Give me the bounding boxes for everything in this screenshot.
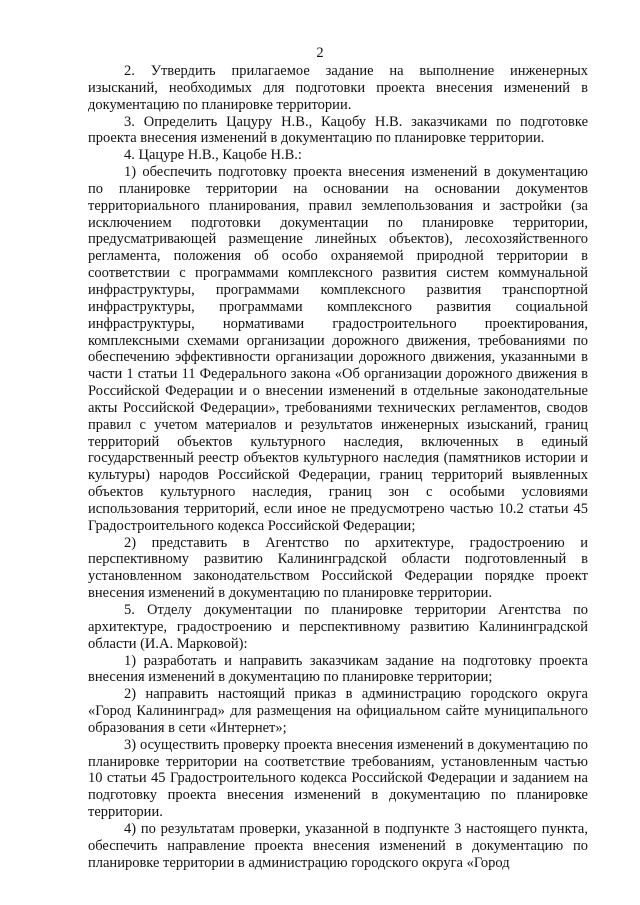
paragraph-item-4-2: 2) представить в Агентство по архитектуре, градостроению и перспективному развитию Калининградской области подготовленный в установленном законодательством Российской Федерации порядке проект внесения изменений в документацию по планировке территории. bbox=[88, 534, 588, 602]
document-body bbox=[88, 63, 588, 872]
paragraph-item-5-3: 3) осуществить проверку проекта внесения изменений в документацию по планировке территории на соответствие требованиям, установленным частью 10 статьи 45 Градостроительного кодекса Российской Федерации и заданием на подготовку проекта внесения изменений в документацию по планировке территории. bbox=[88, 736, 588, 821]
paragraph-item-4-1: 1) обеспечить подготовку проекта внесения изменений в документацию по планировке территории на основании на основании документов территориального планирования, правил землепользования и застройки (за исключением подготовки документации по планировке территории, предусматривающей размещение линейных объектов), лесохозяйственного регламента, положения об особо охраняемой природной территории в соответствии с программами комплексного развития систем коммунальной инфраструктуры, программами комплексного развития транспортной инфраструктуры, программами комплексного развития социальной инфраструктуры, нормативами градостроительного проектирования, комплексными схемами организации дорожного движения, требованиями по обеспечению эффективности организации дорожного движения, указанными в части 1 статьи 11 Федерального закона «Об организации дорожного движения в Российской Федерации и о внесении изменений в отдельные законодательные акты Российской Федерации», требованиями технических регламентов, сводов правил с учетом материалов и результатов инженерных изысканий, границ территорий объектов культурного наследия, включенных в единый государственный реестр объектов культурного наследия (памятников истории и культуры) народов Российской Федерации, границ территорий выявленных объектов культурного наследия, границ зон с особыми условиями использования территорий, если иное не предусмотрено частью 10.2 статьи 45 Градостроительного кодекса Российской Федерации; bbox=[88, 164, 588, 534]
paragraph-item-5-1: 1) разработать и направить заказчикам задание на подготовку проекта внесения изменений в документацию по планировке территории; bbox=[88, 652, 588, 686]
paragraph-item-2: 2. Утвердить прилагаемое задание на выполнение инженерных изысканий, необходимых для подготовки проекта внесения изменений в документацию по планировке территории. bbox=[88, 63, 588, 113]
paragraph-item-5-4: 4) по результатам проверки, указанной в подпункте 3 настоящего пункта, обеспечить направление проекта внесения изменений в документацию по планировке территории в администрацию городского округа «Город bbox=[88, 820, 588, 871]
paragraph-item-5: 5. Отделу документации по планировке территории Агентства по архитектуре, градостроению и перспективному развитию Калининградской области (И.А. Марковой): bbox=[88, 602, 588, 652]
paragraph-item-4: 4. Цацуре Н.В., Кацобе Н.В.: bbox=[124, 147, 302, 164]
paragraph-item-3: 3. Определить Цацуру Н.В., Кацобу Н.В. заказчиками по подготовке проекта внесения изменений в документацию по планировке территории. bbox=[88, 113, 588, 147]
paragraph-item-5-2: 2) направить настоящий приказ в администрацию городского округа «Город Калининград» для размещения на официальном сайте муниципального образования в сети «Интернет»; bbox=[88, 686, 588, 736]
page-number: 2 bbox=[316, 45, 324, 61]
